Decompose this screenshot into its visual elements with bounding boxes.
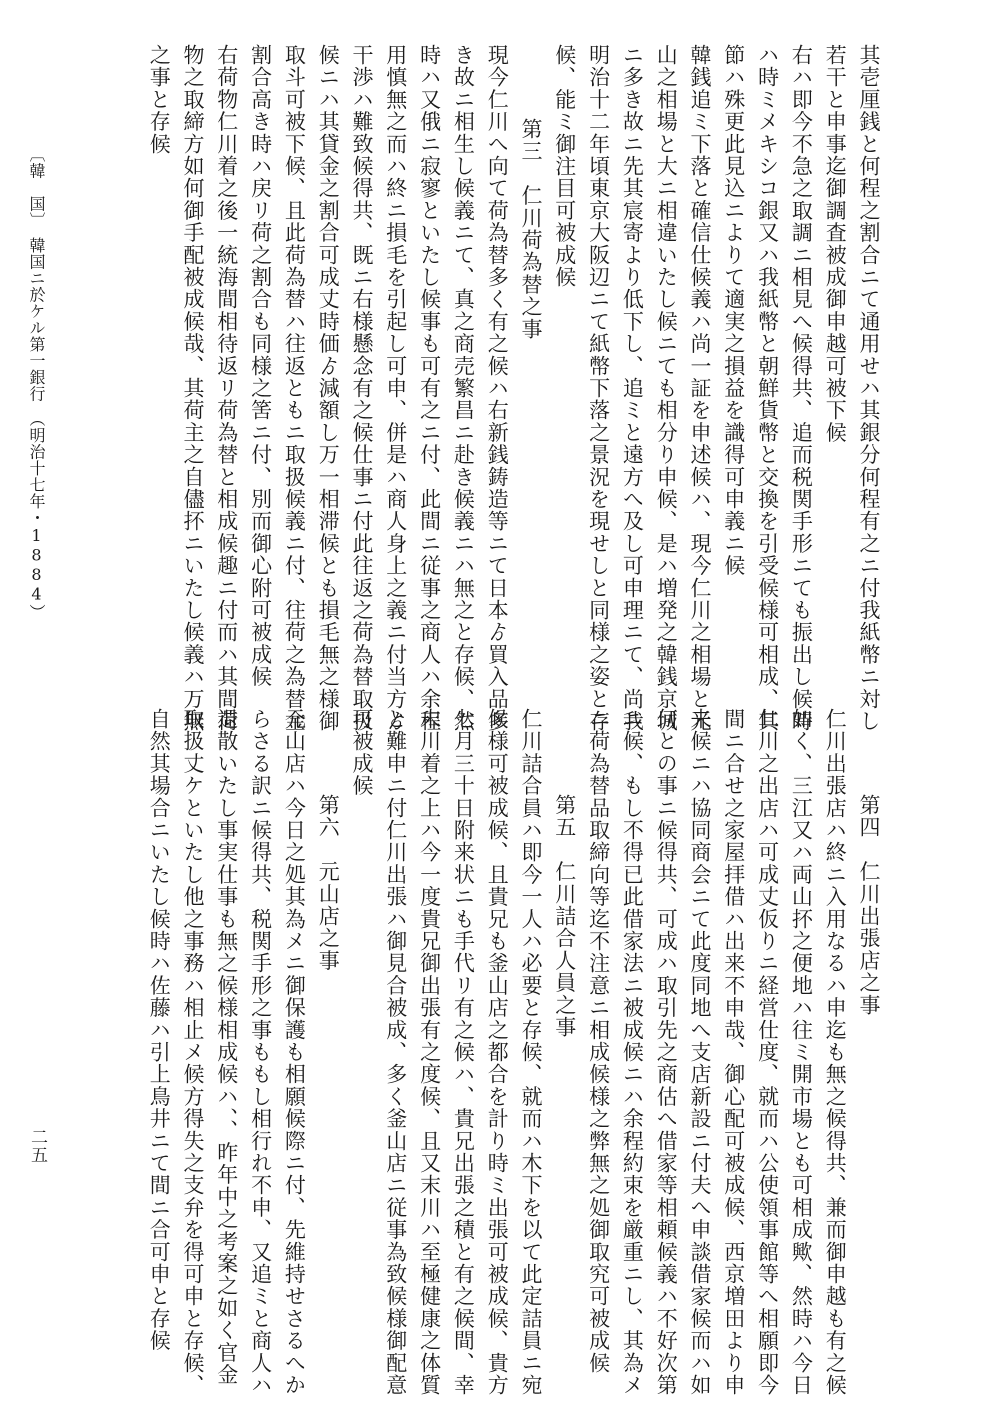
text-line: 可被成候 — [350, 708, 374, 797]
text-line: 現今仁川へ向て荷為替多く有之候ハ右新銭鋳造等ニて日本ゟ買入品多 — [485, 44, 510, 733]
text-line: 干渉ハ難致候得共、既ニ右様懸念有之候仕事ニ付此往返之荷為替取扱 — [350, 44, 374, 733]
text-line: 取斗可被下候、且此荷為替ハ往返ともニ取扱候義ニ付、往荷之為替金 — [282, 44, 307, 733]
text-line: 仁川之出店ハ可成丈仮りニ経営仕度、就而ハ公使領事館等へ相願即今 — [755, 708, 780, 1397]
text-line: 之事と存候 — [147, 44, 172, 155]
text-line: 如く、三江又ハ両山抔之便地ハ往ミ開市場とも可相成歟、然時ハ今日 — [789, 708, 814, 1397]
text-line: 元山店ハ今日之処其為メニ御保護も相願候際ニ付、先維持せさるへか — [282, 708, 307, 1397]
text-line: き故ニ相生し候義ニて、真之商売繁昌ニ赴き候義ニハ無之と存候、然 — [451, 44, 476, 733]
text-line: 若干と申事迄御調査被成御申越可被下候 — [823, 44, 848, 444]
text-line: 取扱丈ケといたし他之事務ハ相止メ候方得失之支弁を得可申と存候、 — [181, 708, 205, 1397]
text-line: 物之取締方如何御手配被成候哉、其荷主之自儘抔ニいたし候義ハ万無 — [181, 44, 205, 733]
text-line: らさる訳ニ候得共、税関手形之事ももし相行れ不申、又追ミと商人ハ — [248, 708, 273, 1397]
text-line: 間ニ合せ之家屋拝借ハ出来不申哉、御心配可被成候、西京増田より申 — [721, 708, 746, 1397]
text-line: 時ハ又俄ニ寂寥といたし候事も可有之ニ付、此間ニ従事之商人ハ余程 — [417, 44, 442, 733]
text-line: ニ荷為替品取締向等迄不注意ニ相成候様之弊無之処御取究可被成候 — [586, 708, 611, 1374]
text-line: 退散いたし事実仕事も無之候様相成候ハ、、昨年中之考案之如く官金 — [214, 708, 239, 1386]
text-line: 割合高き時ハ戻リ荷之割合も同様之筈ニ付、別而御心附可被成候 — [248, 44, 273, 688]
text-line: 韓銭追ミ下落と確信仕候義ハ尚一証を申述候ハ、現今仁川之相場と元 — [688, 44, 712, 733]
text-line: 何との事ニ候得共、可成ハ取引先之商估へ借家等相頼候義ハ不好次第 — [654, 708, 679, 1397]
text-line: 仁川出張店ハ終ニ入用なるハ申迄も無之候得共、兼而御申越も有之候 — [823, 708, 848, 1397]
text-line: 候様可被成候、且貴兄も釜山店之都合を計り時ミ出張可被成候、貴方 — [485, 708, 510, 1397]
text-line: ニ候、もし不得已此借家法ニ被成候ニハ余程約束を厳重ニし、其為メ — [620, 708, 645, 1397]
text-line: 来候ニハ協同商会ニて此度同地へ支店新設ニ付夫へ申談借家候而ハ如 — [688, 708, 712, 1397]
text-line: ニ多き故ニ先其宸寄より低下し、追ミと遠方へ及し可申理ニて、尚我 — [620, 44, 645, 733]
text-line: 七月三十日附来状ニも手代リ有之候ハ、貴兄出張之積と有之候間、幸 — [451, 708, 476, 1397]
section-heading: 第五 仁川詰合人員之事 — [552, 794, 577, 1039]
text-line: 候ニハ其貸金之割合可成丈時価ゟ減額し万一相滞候とも損毛無之様御 — [316, 44, 341, 733]
text-line: 節ハ殊更此見込ニよりて適実之損益を識得可申義ニ候 — [721, 44, 746, 577]
text-line: ハ時ミメキシコ銀又ハ我紙幣と朝鮮貨幣と交換を引受候様可相成、其 — [755, 44, 780, 733]
section-heading: 第三 仁川荷為替之事 — [519, 118, 543, 340]
text-line: 山之相場と大ニ相違いたし候ニても相分り申候、是ハ増発之韓銭京城 — [654, 44, 679, 733]
text-line: 右荷物仁川着之後一統海間相待返リ荷為替と相成候趣ニ付而ハ其間荷 — [214, 44, 239, 733]
text-line: 明治十二年頃東京大阪辺ニて紙幣下落之景況を現せしと同様之姿と存 — [586, 44, 611, 733]
text-line: 自然其場合ニいたし候時ハ佐藤ハ引上鳥井ニて間ニ合可申と存候 — [147, 708, 172, 1352]
page-number: 二五 — [27, 1128, 47, 1165]
text-line: 其壱厘銭と何程之割合ニて通用せハ其銀分何程有之ニ付我紙幣ニ対し — [857, 44, 881, 733]
text-line: と難申ニ付仁川出張ハ御見合被成、多く釜山店ニ従事為致候様御配意 — [383, 708, 408, 1397]
section-heading: 第六 元山店之事 — [316, 794, 341, 972]
running-footer: 〔韓 国〕 韓国ニ於ケル第一銀行 （明治十七年・1884） — [27, 146, 46, 621]
text-line: 用慎無之而ハ終ニ損毛を引起し可申、併是ハ商人身上之義ニ付当方ゟ — [383, 44, 408, 733]
text-line: 仁川詰合員ハ即今一人ハ必要と存候、就而ハ木下を以て此定詰員ニ宛 — [519, 708, 543, 1397]
text-line: 末川着之上ハ今一度貴兄御出張有之度候、且又末川ハ至極健康之体質 — [417, 708, 442, 1397]
text-line: 右ハ即今不急之取調ニ相見へ候得共、追而税関手形ニても振出し候時 — [789, 44, 814, 733]
text-line: 候、能ミ御注目可被成候 — [552, 44, 577, 289]
section-heading: 第四 仁川出張店之事 — [857, 794, 881, 1016]
